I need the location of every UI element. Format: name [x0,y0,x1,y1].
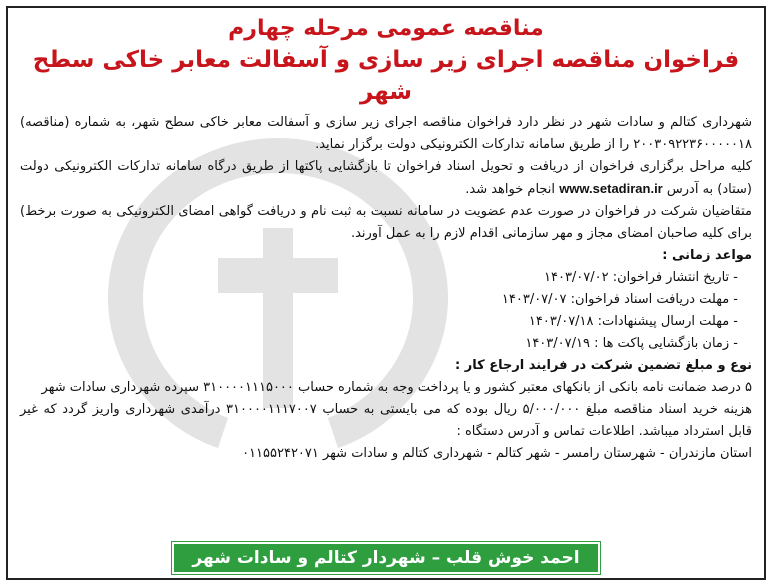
address-text: استان مازندران - شهرستان رامسر - شهر کتالم - شهرداری کتالم و سادات شهر ۰۱۱۵۵۲۴۲۰۷۱ [242,446,752,461]
process-text: کلیه مراحل برگزاری فراخوان از دریافت و تحویل اسناد فراخوان تا بازگشایی پاکتها از طریق درگاه سامانه تدارکات الکترونیکی دولت (ستاد) به آدرس [20,159,752,197]
signature-label: احمد خوش قلب – شهردار کتالم و سادات شهر [172,542,599,574]
process-text-end: انجام خواهد شد. [465,182,556,197]
notice-body [8,8,764,465]
paragraph-intro: شهرداری کتالم و سادات شهر در نظر دارد فراخوان مناقصه اجرای زیر سازی و آسفالت معابر خاکی سطح شهر، به شماره (مناقصه) ۲۰۰۳۰۹۲۲۳۶۰۰۰۰۰۱۸ را از طریق سامانه تدارکات الکترونیکی دولت برگزار نماید. [20,115,752,152]
schedule-item: - مهلت ارسال پیشنهادات: ۱۴۰۳/۰۷/۱۸ [528,314,738,329]
schedule-item: - مهلت دریافت اسناد فراخوان: ۱۴۰۳/۰۷/۰۷ [501,292,738,307]
notice-subtitle: فراخوان مناقصه اجرای زیر سازی و آسفالت معابر خاکی سطح شهر [32,47,740,105]
schedule-title: مواعد زمانی : [662,248,752,263]
paragraph-registration: متقاضیان شرکت در فراخوان در صورت عدم عضویت در سامانه نسبت به ثبت نام و دریافت گواهی امضای الکترونیکی به صورت برخط) برای کلیه صاحبان امضای مجاز و مهر سازمانی اقدام لازم را به عمل آورند. [20,204,752,241]
schedule-item: - تاریخ انتشار فراخوان: ۱۴۰۳/۰۷/۰۲ [544,270,738,285]
signature-bar [8,542,764,574]
setad-url-link[interactable]: www.setadiran.ir [559,181,663,196]
guarantee-title: نوع و مبلغ تضمین شرکت در فرایند ارجاع کار : [455,358,752,373]
notice-title: مناقصه عمومی مرحله چهارم [228,16,544,41]
fee-text: هزینه خرید اسناد مناقصه مبلغ ۵/۰۰۰/۰۰۰ ریال بوده که می بایستی به حساب ۳۱۰۰۰۰۱۱۱۷۰۰۷ درآمدی شهرداری واریز گردد که غیر قابل استرداد میباشد. اطلاعات تماس و آدرس دستگاه : [20,402,752,439]
paragraph-process [20,156,752,201]
notice-page [6,6,766,580]
schedule-item: - زمان بازگشایی پاکت ها : ۱۴۰۳/۰۷/۱۹ [525,336,738,351]
guarantee-text: ۵ درصد ضمانت نامه بانکی از بانکهای معتبر کشور و یا پرداخت وجه به شماره حساب ۳۱۰۰۰۰۱۱۱۵۰۰۰ سپرده شهرداری سادات شهر [41,380,752,395]
